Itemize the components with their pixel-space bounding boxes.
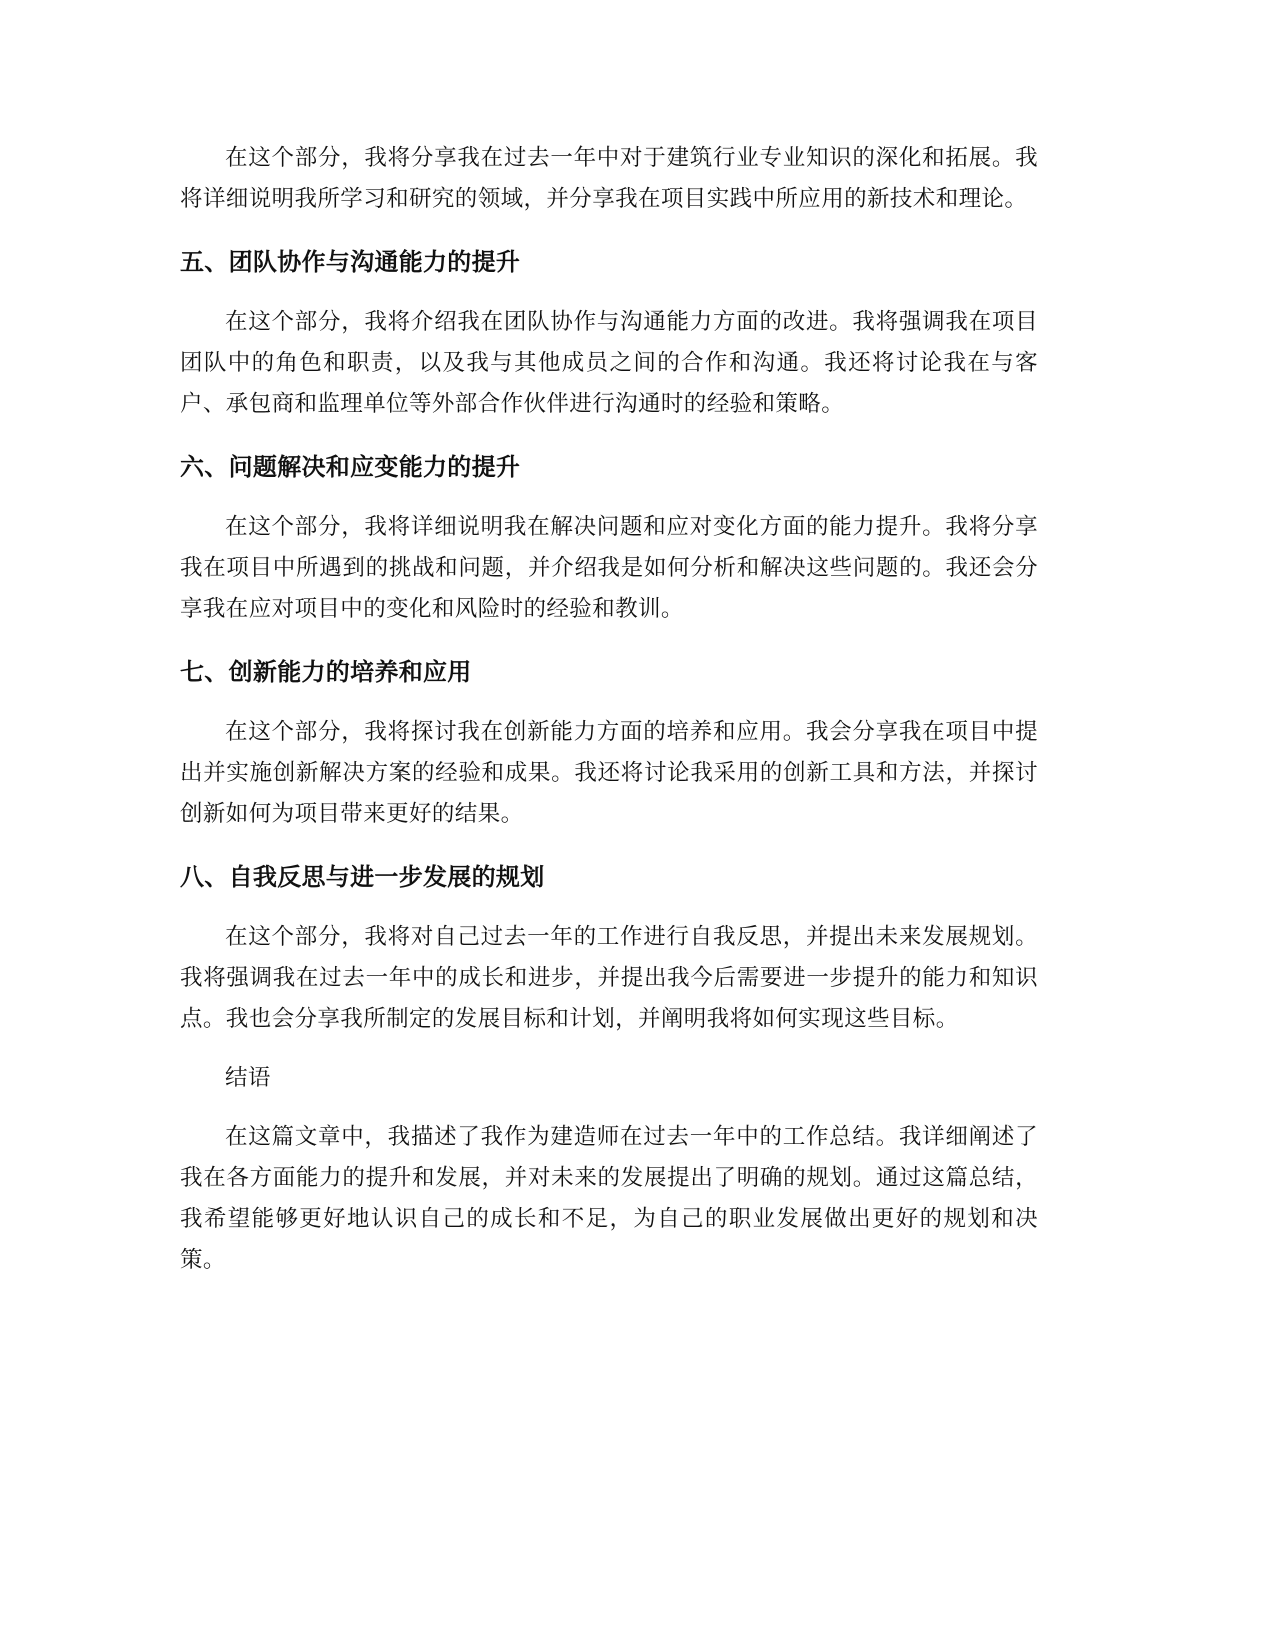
section-body-8: 在这个部分，我将对自己过去一年的工作进行自我反思，并提出未来发展规划。我将强调我在过去一年中的成长和进步，并提出我今后需要进一步提升的能力和知识点。我也会分享我所制定的发展目标和计划，并阐明我将如何实现这些目标。 <box>180 924 1038 1032</box>
intro-paragraph: 在这个部分，我将分享我在过去一年中对于建筑行业专业知识的深化和拓展。我将详细说明我所学习和研究的领域，并分享我在项目实践中所应用的新技术和理论。 <box>180 145 1038 212</box>
section-body-5: 在这个部分，我将介绍我在团队协作与沟通能力方面的改进。我将强调我在项目团队中的角色和职责，以及我与其他成员之间的合作和沟通。我还将讨论我在与客户、承包商和监理单位等外部合作伙伴进行沟通时的经验和策略。 <box>180 309 1038 417</box>
section-heading-5: 五、团队协作与沟通能力的提升 <box>180 248 521 276</box>
document-page <box>180 138 1038 1281</box>
conclusion-label: 结语 <box>225 1065 271 1091</box>
section-heading-8: 八、自我反思与进一步发展的规划 <box>180 863 545 891</box>
section-heading-7: 七、创新能力的培养和应用 <box>180 658 472 686</box>
section-body-7: 在这个部分，我将探讨我在创新能力方面的培养和应用。我会分享我在项目中提出并实施创新解决方案的经验和成果。我还将讨论我采用的创新工具和方法，并探讨创新如何为项目带来更好的结果。 <box>180 719 1038 827</box>
section-heading-6: 六、问题解决和应变能力的提升 <box>180 453 521 481</box>
conclusion-body: 在这篇文章中，我描述了我作为建造师在过去一年中的工作总结。我详细阐述了我在各方面能力的提升和发展，并对未来的发展提出了明确的规划。通过这篇总结，我希望能够更好地认识自己的成长和不足，为自己的职业发展做出更好的规划和决策。 <box>180 1124 1038 1273</box>
section-body-6: 在这个部分，我将详细说明我在解决问题和应对变化方面的能力提升。我将分享我在项目中所遇到的挑战和问题，并介绍我是如何分析和解决这些问题的。我还会分享我在应对项目中的变化和风险时的经验和教训。 <box>180 514 1038 622</box>
